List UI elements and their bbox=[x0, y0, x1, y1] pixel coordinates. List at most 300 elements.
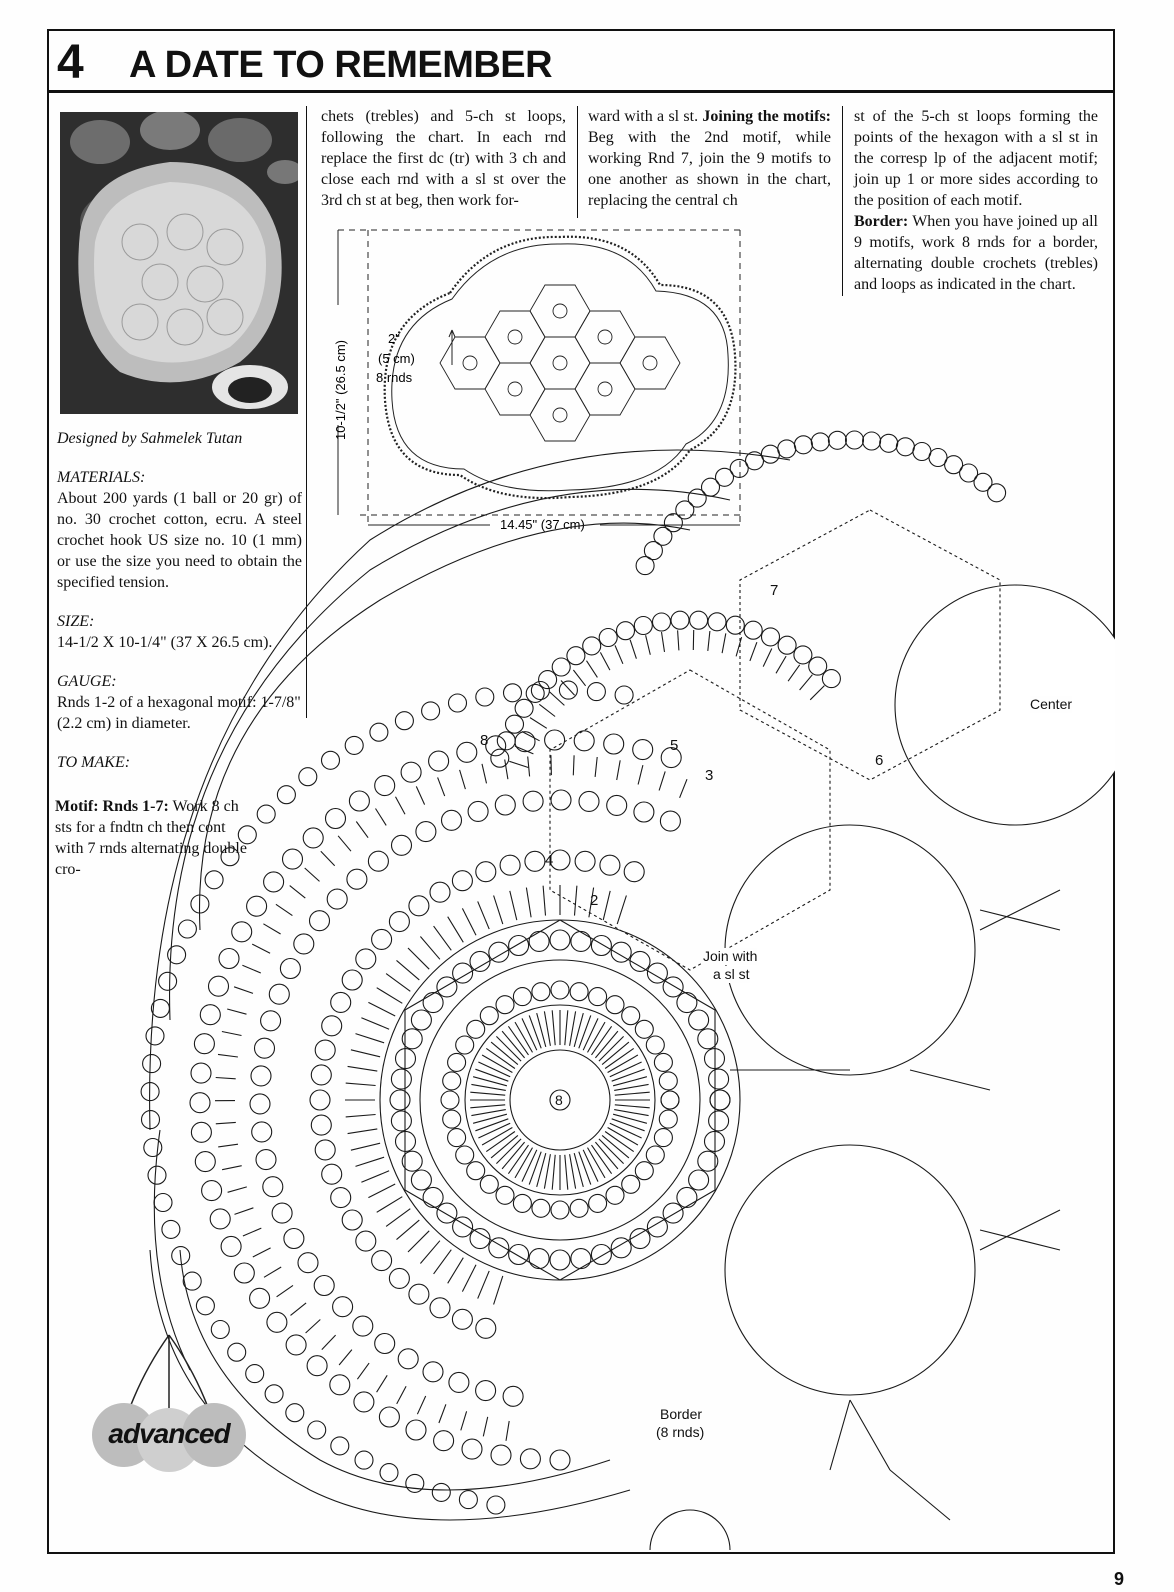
stitch-mark bbox=[264, 1267, 281, 1277]
stitch-mark bbox=[614, 1084, 648, 1090]
stitch-mark bbox=[460, 770, 466, 789]
chain-loop bbox=[690, 611, 708, 629]
stitch-mark bbox=[552, 1155, 555, 1190]
chain-loop bbox=[391, 1111, 411, 1131]
chain-loop bbox=[579, 791, 599, 811]
chain-loop bbox=[654, 527, 672, 545]
stitch-mark bbox=[253, 1248, 271, 1257]
stitch-mark bbox=[544, 1154, 550, 1188]
chain-loop bbox=[391, 1069, 411, 1089]
chain-loop bbox=[487, 1496, 505, 1514]
chain-loop bbox=[515, 732, 535, 752]
chain-loop bbox=[372, 1251, 392, 1271]
chain-loop bbox=[162, 1220, 180, 1238]
gauge-text: Rnds 1-2 of a hexagonal motif: 1-7/8" (2.2 cm) in diameter. bbox=[57, 694, 301, 732]
chain-loop bbox=[532, 1199, 550, 1217]
chain-loop bbox=[480, 1007, 498, 1025]
chart-row-number: 2 bbox=[590, 892, 599, 909]
stitch-mark bbox=[462, 908, 476, 935]
chain-loop bbox=[389, 1268, 409, 1288]
chain-loop bbox=[811, 433, 829, 451]
border-width-line-2: (5 cm) bbox=[378, 351, 415, 366]
stitch-mark bbox=[510, 891, 517, 920]
chain-loop bbox=[379, 1407, 399, 1427]
chain-loop bbox=[646, 1146, 664, 1164]
stitch-mark bbox=[361, 1171, 389, 1183]
chain-loop bbox=[495, 795, 515, 815]
stitch-mark bbox=[583, 1150, 598, 1182]
join-label-line-2: a sl st bbox=[713, 966, 750, 982]
chain-loop bbox=[671, 611, 689, 629]
chain-loop bbox=[194, 1034, 214, 1054]
chain-loop bbox=[452, 871, 472, 891]
stitch-mark bbox=[543, 886, 545, 916]
chain-loop bbox=[551, 981, 569, 999]
chain-loop bbox=[599, 629, 617, 647]
chain-loop bbox=[896, 438, 914, 456]
chain-loop bbox=[437, 977, 457, 997]
stitch-mark bbox=[305, 868, 320, 881]
chain-loop bbox=[349, 791, 369, 811]
chart-row-number: 4 bbox=[545, 852, 554, 869]
chain-loop bbox=[550, 1250, 570, 1270]
chain-loop bbox=[452, 1309, 472, 1329]
stitch-mark bbox=[434, 926, 452, 950]
stitch-mark bbox=[537, 1153, 546, 1187]
chain-loop bbox=[677, 993, 697, 1013]
badge-label: advanced bbox=[108, 1418, 230, 1449]
crochet-chart bbox=[130, 370, 1115, 1550]
stitch-mark bbox=[610, 1062, 642, 1077]
stitch-mark bbox=[617, 760, 621, 780]
chain-loop bbox=[622, 1007, 640, 1025]
stitch-mark bbox=[222, 1166, 242, 1170]
stitch-mark bbox=[600, 652, 610, 670]
stitch-mark bbox=[659, 771, 665, 790]
chain-loop bbox=[468, 801, 488, 821]
chain-loop bbox=[653, 613, 671, 631]
chain-loop bbox=[144, 1139, 162, 1157]
chain-loop bbox=[615, 686, 633, 704]
stitch-mark bbox=[420, 937, 440, 960]
title-bar bbox=[49, 31, 1113, 93]
stitch-mark bbox=[263, 924, 280, 934]
chain-loop bbox=[591, 1245, 611, 1265]
chain-loop bbox=[467, 1020, 485, 1038]
chain-loop bbox=[443, 1110, 461, 1128]
chain-loop bbox=[863, 432, 881, 450]
diagram-height-label: 10-1/2" (26.5 cm) bbox=[333, 340, 348, 440]
chain-loop bbox=[624, 862, 644, 882]
chain-loop bbox=[778, 636, 796, 654]
stitch-mark bbox=[638, 765, 643, 784]
chart-row-number: 5 bbox=[670, 737, 679, 754]
stitch-mark bbox=[800, 675, 813, 690]
chain-loop bbox=[370, 723, 388, 741]
stitch-mark bbox=[583, 1018, 598, 1050]
chain-loop bbox=[210, 1209, 230, 1229]
chain-loop bbox=[513, 1194, 531, 1212]
diagram-width-label: 14.45" (37 cm) bbox=[500, 517, 585, 532]
stitch-mark bbox=[603, 891, 610, 920]
stitch-mark bbox=[494, 896, 503, 925]
stitch-mark bbox=[222, 1032, 242, 1036]
stitch-mark bbox=[475, 1069, 508, 1081]
chain-loop bbox=[422, 702, 440, 720]
chain-loop bbox=[822, 670, 840, 688]
chain-loop bbox=[459, 1491, 477, 1509]
chain-loop bbox=[255, 1038, 275, 1058]
chain-loop bbox=[314, 1276, 334, 1296]
stitch-mark bbox=[615, 1105, 650, 1108]
chain-loop bbox=[205, 871, 223, 889]
chain-loop bbox=[437, 1203, 457, 1223]
stitch-mark bbox=[506, 1421, 509, 1441]
chain-loop bbox=[467, 1162, 485, 1180]
chain-loop bbox=[322, 1164, 342, 1184]
stitch-mark bbox=[613, 1114, 647, 1123]
stitch-mark bbox=[448, 1258, 464, 1284]
chain-loop bbox=[375, 1334, 395, 1354]
stitch-mark bbox=[551, 755, 552, 775]
chain-loop bbox=[630, 951, 650, 971]
chain-loop bbox=[434, 1431, 454, 1451]
stitch-mark bbox=[494, 1276, 503, 1305]
stitch-mark bbox=[617, 896, 626, 925]
column-rule bbox=[577, 106, 578, 218]
chain-loop bbox=[261, 1011, 281, 1031]
chain-loop bbox=[251, 1066, 271, 1086]
stitch-mark bbox=[351, 1050, 380, 1057]
chain-loop bbox=[265, 1385, 283, 1403]
chain-loop bbox=[411, 1010, 431, 1030]
stitch-mark bbox=[612, 1119, 645, 1131]
stitch-mark bbox=[522, 1150, 537, 1182]
chain-loop bbox=[709, 1069, 729, 1089]
chain-loop bbox=[342, 970, 362, 990]
chain-loop bbox=[500, 855, 520, 875]
stitch-mark bbox=[630, 640, 636, 659]
chain-loop bbox=[375, 776, 395, 796]
stitch-mark bbox=[529, 1015, 541, 1048]
chain-loop bbox=[448, 1053, 466, 1071]
chain-loop bbox=[744, 621, 762, 639]
stitch-mark bbox=[579, 1015, 591, 1048]
chain-loop bbox=[286, 1404, 304, 1422]
chain-loop bbox=[574, 731, 594, 751]
chain-loop bbox=[406, 1474, 424, 1492]
chain-loop bbox=[532, 983, 550, 1001]
chain-loop bbox=[794, 436, 812, 454]
stitch-mark bbox=[662, 632, 665, 652]
stitch-mark bbox=[722, 633, 726, 653]
chain-loop bbox=[570, 983, 588, 1001]
stitch-mark bbox=[357, 1363, 369, 1379]
chain-loop bbox=[587, 683, 605, 701]
chain-loop bbox=[677, 1187, 697, 1207]
project-number: 4 bbox=[57, 36, 84, 89]
stitch-mark bbox=[678, 630, 679, 650]
chain-loop bbox=[202, 1181, 222, 1201]
to-make-heading: TO MAKE: bbox=[57, 754, 131, 771]
stitch-mark bbox=[614, 1110, 648, 1116]
chain-loop bbox=[575, 851, 595, 871]
stitch-mark bbox=[397, 960, 420, 980]
stitch-mark bbox=[482, 764, 487, 784]
stitch-mark bbox=[346, 1115, 376, 1117]
chain-loop bbox=[390, 1090, 410, 1110]
chain-loop bbox=[761, 445, 779, 463]
chain-loop bbox=[196, 1297, 214, 1315]
chain-loop bbox=[559, 681, 577, 699]
gauge-heading: GAUGE: bbox=[57, 673, 117, 690]
chain-loop bbox=[633, 740, 653, 760]
stitch-mark bbox=[530, 718, 547, 729]
stitch-mark bbox=[386, 1209, 410, 1227]
stitch-mark bbox=[587, 661, 598, 678]
chain-loop bbox=[146, 1027, 164, 1045]
chain-loop bbox=[209, 976, 229, 996]
stitch-mark bbox=[348, 1129, 378, 1134]
chain-loop bbox=[252, 1122, 272, 1142]
stitch-mark bbox=[574, 1013, 583, 1047]
stitch-mark bbox=[612, 1069, 645, 1081]
stitch-mark bbox=[420, 1241, 440, 1264]
stitch-mark bbox=[434, 1250, 452, 1274]
difficulty-badge bbox=[84, 1330, 254, 1480]
stitch-mark bbox=[615, 645, 623, 663]
stitch-mark bbox=[228, 1187, 247, 1192]
chain-loop bbox=[571, 931, 591, 951]
chain-loop bbox=[250, 1288, 270, 1308]
chain-loop bbox=[409, 896, 429, 916]
stitch-mark bbox=[475, 1119, 508, 1131]
chain-loop bbox=[676, 501, 694, 519]
chain-loop bbox=[520, 1449, 540, 1469]
chain-loop bbox=[183, 1272, 201, 1290]
chain-loop bbox=[635, 1020, 653, 1038]
text-column-3 bbox=[854, 106, 1098, 295]
stitch-mark bbox=[539, 704, 555, 716]
chart-center-label: Center bbox=[1030, 696, 1073, 712]
chain-loop bbox=[331, 1437, 349, 1455]
stitch-mark bbox=[763, 649, 772, 667]
chain-loop bbox=[880, 434, 898, 452]
stitch-mark bbox=[356, 1034, 385, 1043]
chain-loop bbox=[191, 1122, 211, 1142]
stitch-mark bbox=[478, 901, 490, 929]
stitch-mark bbox=[544, 1011, 550, 1045]
chain-loop bbox=[846, 431, 864, 449]
chain-loop bbox=[654, 1129, 672, 1147]
stitch-mark bbox=[750, 642, 757, 661]
border-label-line-2: (8 rnds) bbox=[656, 1424, 705, 1440]
chain-loop bbox=[449, 1372, 469, 1392]
chain-loop bbox=[646, 1036, 664, 1054]
stitch-mark bbox=[218, 1144, 238, 1147]
chain-loop bbox=[432, 1483, 450, 1501]
chain-loop bbox=[476, 1381, 496, 1401]
chain-loop bbox=[380, 1464, 398, 1482]
chain-loop bbox=[622, 1175, 640, 1193]
chain-loop bbox=[395, 712, 413, 730]
chain-loop bbox=[286, 1335, 306, 1355]
chain-loop bbox=[491, 749, 509, 767]
stitch-mark bbox=[565, 1155, 568, 1190]
chain-loop bbox=[470, 951, 490, 971]
chain-loop bbox=[345, 736, 363, 754]
chain-loop bbox=[356, 1231, 376, 1251]
chain-loop bbox=[250, 1094, 270, 1114]
stitch-mark bbox=[528, 757, 530, 777]
chain-loop bbox=[659, 1110, 677, 1128]
chain-loop bbox=[355, 1451, 373, 1469]
stitch-mark bbox=[565, 1010, 568, 1045]
chain-loop bbox=[308, 1421, 326, 1439]
border-text: When you have joined up all 9 motifs, work 8 rnds for a border, alternating double crochets (trebles) and loops as indicated in the chart. bbox=[854, 213, 1098, 293]
chain-loop bbox=[264, 872, 284, 892]
chain-loop bbox=[617, 622, 635, 640]
chain-loop bbox=[606, 1186, 624, 1204]
chain-loop bbox=[663, 977, 683, 997]
stitch-mark bbox=[242, 965, 260, 973]
chain-loop bbox=[523, 791, 543, 811]
chain-loop bbox=[263, 1177, 283, 1197]
chain-loop bbox=[529, 1249, 549, 1269]
chain-loop bbox=[238, 826, 256, 844]
size-heading: SIZE: bbox=[57, 613, 95, 630]
chart-row-number: 8 bbox=[480, 732, 489, 749]
chain-loop bbox=[430, 1298, 450, 1318]
chain-loop bbox=[256, 1150, 276, 1170]
stitch-mark bbox=[810, 686, 824, 700]
doily-photo bbox=[60, 112, 298, 414]
chain-loop bbox=[221, 848, 239, 866]
stitch-mark bbox=[570, 1011, 576, 1045]
chain-loop bbox=[654, 1053, 672, 1071]
stitch-mark bbox=[462, 1265, 476, 1292]
chain-loop bbox=[526, 684, 544, 702]
chart-row-number: 6 bbox=[875, 752, 884, 769]
stitch-mark bbox=[322, 1335, 336, 1350]
chain-loop bbox=[315, 1040, 335, 1060]
stitch-mark bbox=[478, 1123, 510, 1138]
stitch-mark bbox=[473, 1114, 507, 1123]
chain-loop bbox=[448, 1129, 466, 1147]
stitch-mark bbox=[377, 1197, 403, 1213]
chain-loop bbox=[389, 912, 409, 932]
stitch-mark bbox=[356, 1157, 385, 1166]
chain-loop bbox=[550, 930, 570, 950]
stitch-mark bbox=[276, 904, 293, 915]
chain-loop bbox=[269, 984, 289, 1004]
stitch-mark bbox=[471, 1110, 505, 1116]
chain-loop bbox=[659, 1072, 677, 1090]
chain-loop bbox=[342, 1210, 362, 1230]
chain-loop bbox=[398, 1349, 418, 1369]
chain-loop bbox=[462, 1439, 482, 1459]
chain-loop bbox=[635, 1162, 653, 1180]
stitch-mark bbox=[376, 809, 387, 826]
chain-loop bbox=[513, 988, 531, 1006]
chain-loop bbox=[423, 993, 443, 1013]
join-label-line-1: Join with bbox=[703, 948, 758, 964]
stitch-mark bbox=[680, 779, 687, 798]
designer-credit: Designed by Sahmelek Tutan bbox=[57, 430, 243, 447]
stitch-mark bbox=[368, 1184, 395, 1198]
stitch-mark bbox=[234, 987, 253, 994]
chain-loop bbox=[272, 1203, 292, 1223]
chain-loop bbox=[331, 1188, 351, 1208]
chain-loop bbox=[664, 514, 682, 532]
chain-loop bbox=[322, 751, 340, 769]
stitch-mark bbox=[408, 948, 429, 969]
chain-loop bbox=[604, 734, 624, 754]
stitch-mark bbox=[478, 1062, 510, 1077]
stitch-mark bbox=[351, 1143, 380, 1150]
col3-text: st of the 5-ch st loops forming the points of the hexagon with a sl st in the corresp lp of the adjacent motif; join up 1 or more sides according to the position of each motif. bbox=[854, 108, 1098, 209]
chain-loop bbox=[809, 657, 827, 675]
stitch-mark bbox=[448, 917, 464, 943]
chain-loop bbox=[480, 1175, 498, 1193]
chain-loop bbox=[284, 1229, 304, 1249]
chain-loop bbox=[660, 811, 680, 831]
chain-loop bbox=[762, 628, 780, 646]
border-label-line-1: Border bbox=[660, 1406, 703, 1422]
chain-loop bbox=[200, 1005, 220, 1025]
chain-loop bbox=[778, 440, 796, 458]
chain-loop bbox=[247, 896, 267, 916]
chain-loop bbox=[406, 1420, 426, 1440]
col1-text: chets (trebles) and 5-ch st loops, following the chart. In each rnd replace the first dc (tr) with 3 ch and close each rnd with a sl st over the 3rd ch st at beg, then work for- bbox=[321, 108, 566, 209]
chain-loop bbox=[828, 431, 846, 449]
chain-loop bbox=[476, 688, 494, 706]
size-text: 14-1/2 X 10-1/4" (37 X 26.5 cm). bbox=[57, 634, 273, 651]
chain-loop bbox=[430, 882, 450, 902]
stitch-mark bbox=[408, 1231, 429, 1252]
chain-loop bbox=[315, 1140, 335, 1160]
stitch-mark bbox=[522, 1018, 537, 1050]
chain-loop bbox=[372, 929, 392, 949]
stitch-mark bbox=[610, 1123, 642, 1138]
chain-loop bbox=[392, 835, 412, 855]
col2-pre: ward with a sl st. bbox=[588, 108, 699, 125]
chain-loop bbox=[234, 1263, 254, 1283]
chain-loop bbox=[190, 1093, 210, 1113]
chain-loop bbox=[178, 920, 196, 938]
chain-loop bbox=[509, 1245, 529, 1265]
column-rule bbox=[842, 106, 843, 296]
chain-loop bbox=[491, 1445, 511, 1465]
chain-loop bbox=[506, 715, 524, 733]
chain-loop bbox=[503, 1386, 523, 1406]
stitch-mark bbox=[338, 836, 351, 851]
chain-loop bbox=[330, 1375, 350, 1395]
chain-loop bbox=[689, 1010, 709, 1030]
stitch-mark bbox=[396, 797, 406, 815]
stitch-mark bbox=[361, 1018, 389, 1029]
stitch-mark bbox=[573, 755, 574, 775]
chain-loop bbox=[606, 996, 624, 1014]
stitch-mark bbox=[461, 1411, 467, 1430]
chain-loop bbox=[299, 768, 317, 786]
materials-heading: MATERIALS: bbox=[57, 469, 146, 486]
chain-loop bbox=[303, 828, 323, 848]
stitch-mark bbox=[579, 1152, 591, 1185]
chain-loop bbox=[634, 802, 654, 822]
chain-loop bbox=[496, 996, 514, 1014]
chain-loop bbox=[476, 862, 496, 882]
